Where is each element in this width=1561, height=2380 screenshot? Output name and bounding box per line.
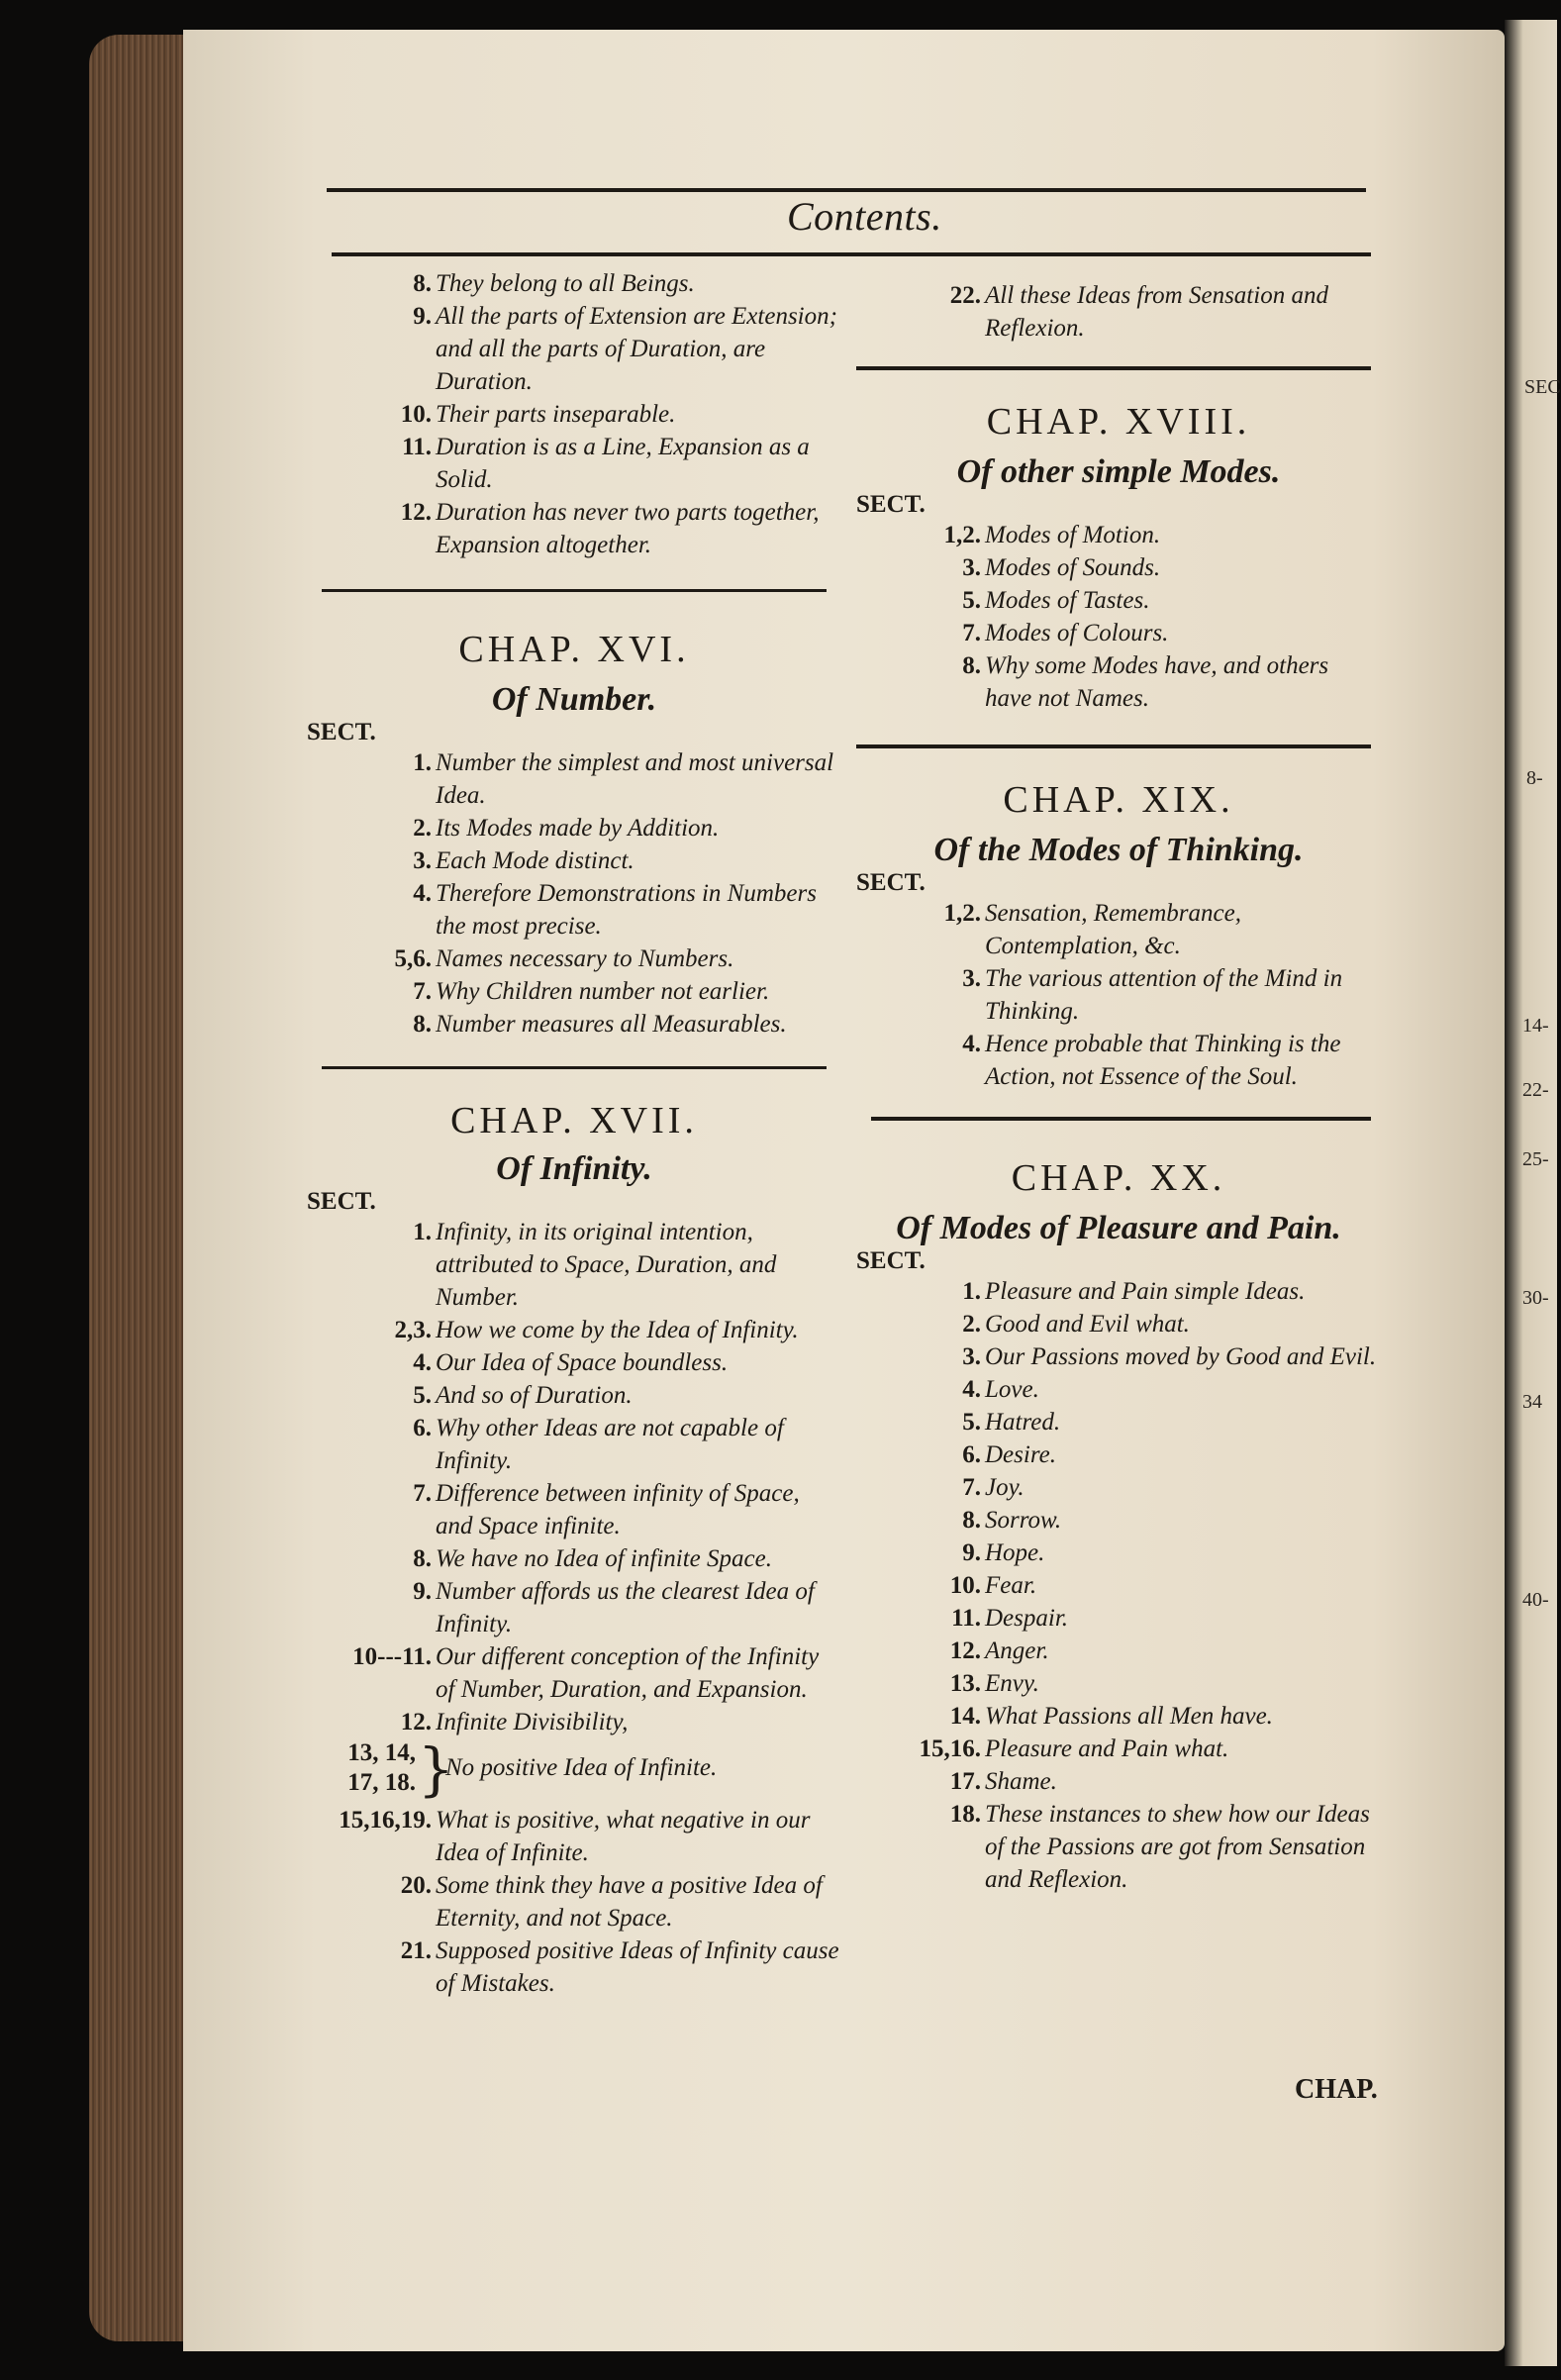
list-item: 5. And so of Duration. — [413, 1382, 633, 1409]
list-item: 15,16,19. What is positive, what negative in our Idea of Infinite. — [339, 1807, 811, 1866]
sect-label: SECT. — [856, 491, 926, 518]
list-item: 10. Their parts inseparable. — [400, 401, 676, 428]
list-item: 7. Joy. — [962, 1474, 1024, 1501]
brace-symbol: } — [418, 1735, 454, 1803]
list-item: 14. What Passions all Men have. — [949, 1703, 1273, 1730]
list-item: 7. Modes of Colours. — [962, 620, 1169, 646]
list-item: 12. Infinite Divisibility, — [400, 1709, 629, 1735]
list-item: 15,16. Pleasure and Pain what. — [919, 1735, 1229, 1762]
head-rule — [332, 252, 1371, 256]
list-item: 18. These instances to shew how our Ideas of the Passions are got from Sensation and Reflexion. — [949, 1801, 1370, 1893]
chapter-title: Of Number. — [491, 681, 657, 718]
chapter-heading: CHAP. XX. — [1011, 1157, 1226, 1199]
list-item: 2. Good and Evil what. — [962, 1311, 1190, 1338]
list-item: 21. Supposed positive Ideas of Infinity cause of Mistakes. — [400, 1937, 839, 1997]
section-rule — [856, 366, 1371, 370]
sect-label: SECT. — [856, 869, 926, 896]
edge-fragment: 22- — [1522, 1079, 1549, 1101]
list-item: 4. Love. — [962, 1376, 1039, 1403]
list-item: 1. Infinity, in its original intention, attributed to Space, Duration, and Number. — [413, 1219, 777, 1311]
list-item: 10. Fear. — [949, 1572, 1037, 1599]
list-item: 7. Difference between infinity of Space, and Space infinite. — [413, 1480, 800, 1539]
list-item: 1,2. Modes of Motion. — [943, 522, 1161, 548]
brace-text: No positive Idea of Infinite. — [445, 1754, 718, 1781]
chapter-xvii — [307, 1099, 841, 2000]
list-item: 17. Shame. — [949, 1768, 1057, 1795]
list-item: 5. Modes of Tastes. — [962, 587, 1150, 614]
list-item: 8. Sorrow. — [962, 1507, 1062, 1534]
chapter-xviii — [856, 400, 1381, 715]
sect-label: SECT. — [307, 1188, 376, 1215]
list-item: 4. Hence probable that Thinking is the Action, not Essence of the Soul. — [962, 1031, 1341, 1090]
chapter-xix — [856, 778, 1381, 1093]
list-item: 8. They belong to all Beings. — [413, 270, 695, 297]
list-item: 9. Number affords us the clearest Idea of Infinity. — [413, 1578, 815, 1637]
list-item: 1. Number the simplest and most universal Idea. — [413, 749, 834, 809]
list-item: 20. Some think they have a positive Idea of Eternity, and not Space. — [400, 1872, 823, 1932]
sect-label: SECT. — [307, 719, 376, 745]
brace-numbers: 13, 14, 17, 18. — [347, 1739, 416, 1796]
chapter-title: Of Modes of Pleasure and Pain. — [896, 1210, 1341, 1246]
left-column — [307, 267, 841, 2000]
chapter-title: Of other simple Modes. — [956, 453, 1281, 490]
list-item: 13. Envy. — [949, 1670, 1039, 1697]
list-item: 2. Its Modes made by Addition. — [413, 815, 720, 842]
braced-list-item — [307, 1735, 841, 1804]
list-item: 2,3. How we come by the Idea of Infinity. — [394, 1317, 799, 1343]
sect-label: SECT. — [856, 1247, 926, 1274]
chapter-heading: CHAP. XVI. — [458, 629, 690, 670]
list-item: 12. Duration has never two parts together, Expansion altogether. — [400, 499, 820, 558]
edge-fragment: 25- — [1522, 1148, 1549, 1170]
list-item: 5,6. Names necessary to Numbers. — [394, 945, 734, 972]
list-item: 8. We have no Idea of infinite Space. — [413, 1545, 772, 1572]
list-item: 4. Our Idea of Space boundless. — [413, 1349, 729, 1376]
list-item: 3. Modes of Sounds. — [962, 554, 1161, 581]
chapter-title: Of the Modes of Thinking. — [933, 832, 1304, 868]
list-item: 11. Despair. — [951, 1605, 1069, 1632]
running-head: Contents. — [787, 194, 942, 239]
top-rule — [327, 188, 1366, 192]
list-item: 8. Why some Modes have, and others have not Names. — [962, 652, 1329, 712]
section-rule — [856, 744, 1371, 748]
list-item: 6. Desire. — [962, 1441, 1056, 1468]
list-item: 7. Why Children number not earlier. — [413, 978, 770, 1005]
chapter-heading: CHAP. XVII. — [450, 1100, 698, 1141]
list-item: 5. Hatred. — [962, 1409, 1061, 1436]
list-item: 6. Why other Ideas are not capable of Infinity. — [413, 1415, 784, 1474]
continued-list-right — [856, 279, 1381, 345]
chapter-title: Of Infinity. — [496, 1150, 652, 1187]
list-item: 4. Therefore Demonstrations in Numbers the most precise. — [413, 880, 817, 940]
list-item: 12. Anger. — [949, 1637, 1049, 1664]
right-column — [856, 279, 1381, 1896]
chapter-heading: CHAP. XIX. — [1003, 779, 1234, 821]
catchword: CHAP. — [1295, 2074, 1378, 2105]
list-item: 3. Our Passions moved by Good and Evil. — [962, 1343, 1377, 1370]
edge-fragment: 30- — [1522, 1287, 1549, 1309]
list-item: 8. Number measures all Measurables. — [413, 1011, 787, 1038]
edge-fragment: 14- — [1522, 1015, 1549, 1037]
edge-fragment: 8- — [1526, 767, 1543, 789]
chapter-heading: CHAP. XVIII. — [986, 401, 1251, 443]
edge-fragment: SEC — [1524, 376, 1561, 398]
chapter-xx — [856, 1156, 1381, 1896]
section-rule — [322, 1066, 827, 1069]
edge-fragment: 34 — [1522, 1391, 1542, 1413]
continued-list — [307, 267, 841, 561]
section-rule — [322, 589, 827, 592]
list-item: 1,2. Sensation, Remembrance, Contemplation, &c. — [943, 900, 1241, 959]
list-item: 3. Each Mode distinct. — [413, 847, 634, 874]
edge-fragment: 40- — [1522, 1589, 1549, 1611]
chapter-xvi — [307, 628, 841, 1041]
list-item: 22. All these Ideas from Sensation and Reflexion. — [949, 282, 1328, 342]
list-item: 3. The various attention of the Mind in Thinking. — [962, 965, 1343, 1025]
list-item: 11. Duration is as a Line, Expansion as a Solid. — [402, 434, 810, 493]
list-item: 1. Pleasure and Pain simple Ideas. — [962, 1278, 1306, 1305]
list-item: 10---11. Our different conception of the Infinity of Number, Duration, and Expansion. — [352, 1643, 820, 1703]
list-item: 9. Hope. — [962, 1539, 1045, 1566]
section-rule — [871, 1117, 1371, 1121]
list-item: 9. All the parts of Extension are Extension; and all the parts of Duration, are Duration. — [413, 303, 837, 395]
